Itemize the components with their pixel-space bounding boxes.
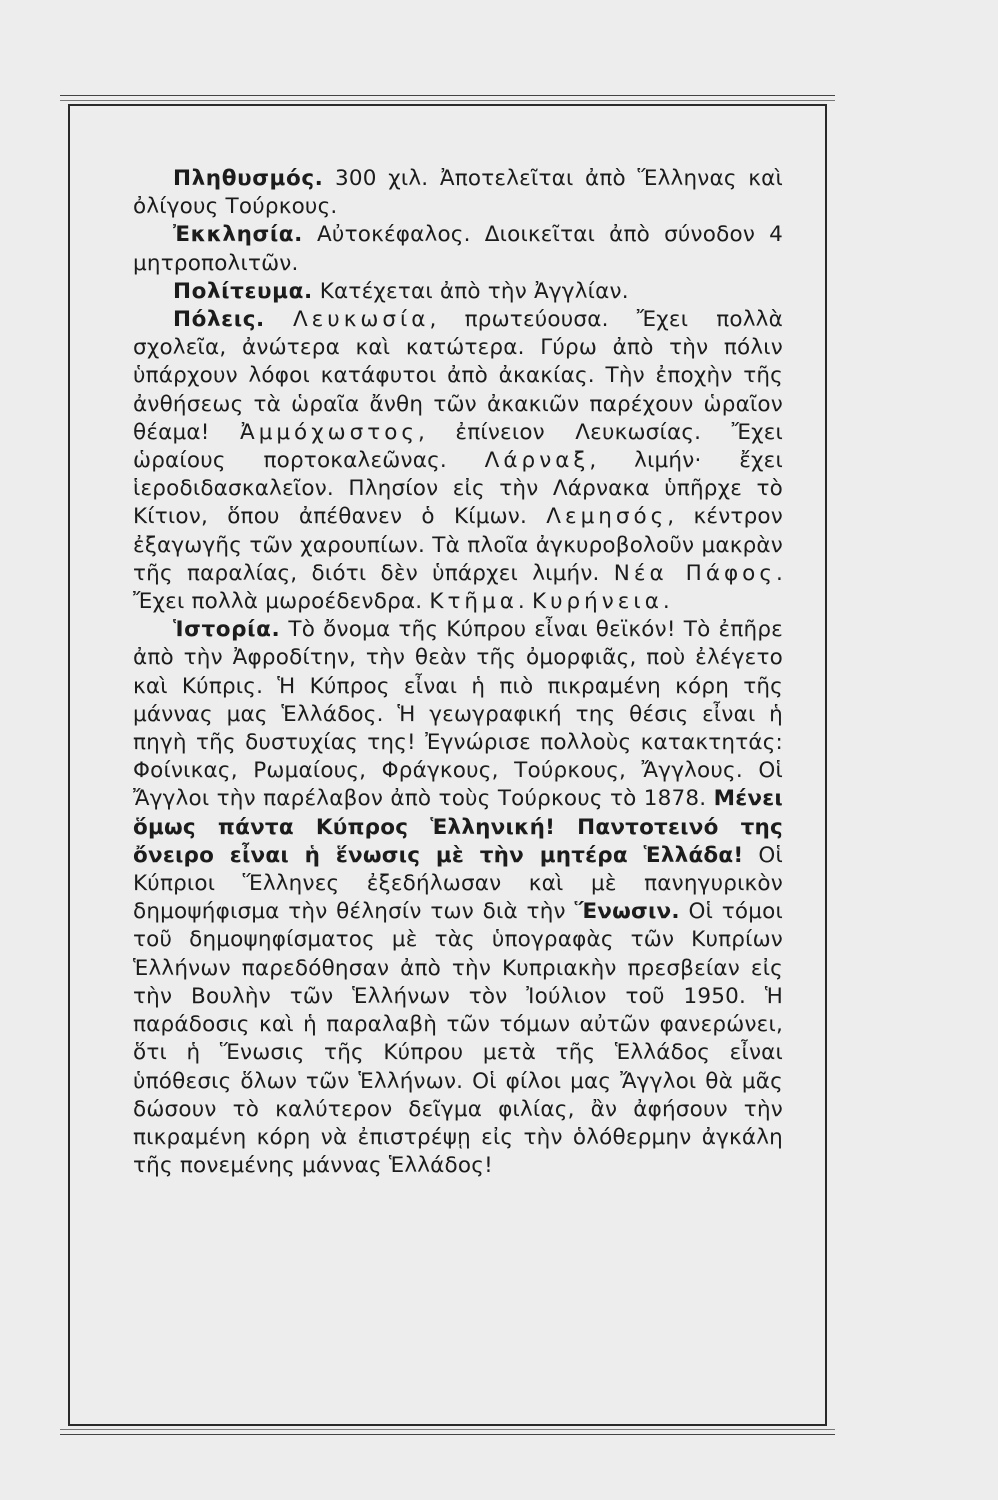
text-government: Κατέχεται ἀπὸ τὴν Ἀγγλίαν. <box>312 278 629 304</box>
text-history-1: Τὸ ὄνομα τῆς Κύπρου εἶναι θεϊκόν! Τὸ ἐπῆρε ἀπὸ τὴν Ἀφροδίτην, τὴν θεὰν τῆς ὀμορφιᾶς, ποὺ ἐλέγετο καὶ Κύπρις. Ἡ Κύπρος εἶναι ἡ πιὸ πικραμένη κόρη τῆς μάννας μας Ἑλλάδος. Ἡ γεωγραφική της θέσις εἶναι ἡ πηγὴ τῆς δυστυχίας της! Ἐγνώρισε πολλοὺς κατακτητάς: Φοίνικας, Ρωμαίους, Φράγκους, Τούρκους, Ἄγγλους. Οἱ Ἄγγλοι τὴν παρέλαβον ἀπὸ τοὺς Τούρκους τὸ 1878. <box>133 617 783 812</box>
paragraph-history <box>133 616 783 1180</box>
city-lefkosia: Λευκωσία <box>292 307 430 333</box>
emphasis-enosis-dream: Μένει ὅμως πάντα Κύπρος Ἑλληνική! Παντοτεινό της ὄνειρο εἶναι ἡ ἕνωσις μὲ τὴν μητέρα Ἑλλάδα! <box>133 786 783 868</box>
paragraph-population <box>133 165 783 221</box>
heading-church: Ἐκκλησία. <box>173 222 303 248</box>
heading-government: Πολίτευμα. <box>173 278 313 304</box>
heading-cities: Πόλεις. <box>173 307 265 333</box>
text-kyrineia: . <box>662 589 670 615</box>
text-history-2: Οἱ Κύπριοι Ἕλληνες ἐξεδήλωσαν καὶ μὲ πανηγυρικὸν δημοψήφισμα τὴν θέλησίν των διὰ τὴν <box>133 842 783 925</box>
heading-history: Ἱστορία. <box>173 617 281 643</box>
text-population: 300 χιλ. Ἀποτελεῖται ἀπὸ Ἕλληνας καὶ ὀλίγους Τούρκους. <box>133 166 783 220</box>
city-nea-pafos: Νέα Πάφος <box>613 560 776 586</box>
heading-population: Πληθυσμός. <box>173 166 324 191</box>
city-lemesos: Λεμησός <box>546 504 668 530</box>
text-nea-pafos: . Ἔχει πολλὰ μωροέδενδρα. <box>133 560 783 615</box>
border-line-top <box>60 100 835 101</box>
city-larnax: Λάρναξ <box>484 448 590 474</box>
body-text <box>133 165 783 1180</box>
text-church: Αὐτοκέφαλος. Διοικεῖται ἀπὸ σύνοδον 4 μητροπολιτῶν. <box>133 222 783 276</box>
city-ktima: Κτῆμα <box>429 589 518 615</box>
emphasis-enosin: Ἕνωσιν. <box>574 899 680 925</box>
text-ammochostos: , ἐπίνειον Λευκωσίας. Ἔχει ὡραίους πορτοκαλεῶνας. <box>133 419 783 474</box>
paragraph-cities <box>133 306 783 616</box>
text-lemesos: , κέντρον ἐξαγωγῆς τῶν χαρουπίων. Τὰ πλοῖα ἀγκυροβολοῦν μακρὰν τῆς παραλίας, διότι δὲν ὑπάρχει λιμήν. <box>133 504 783 586</box>
city-ammochostos: Ἀμμόχωστος <box>239 419 418 445</box>
paragraph-government <box>133 278 783 306</box>
paragraph-church <box>133 221 783 277</box>
text-history-3: Οἱ τόμοι τοῦ δημοψηφίσματος μὲ τὰς ὑπογραφὰς τῶν Κυπρίων Ἑλλήνων παρεδόθησαν ἀπὸ τὴν Κυπριακὴν πρεσβείαν εἰς τὴν Βουλὴν τῶν Ἑλλήνων τὸν Ἰούλιον τοῦ 1950. Ἡ παράδοσις καὶ ἡ παραλαβὴ τῶν τόμων αὐτῶν φανερώνει, ὅτι ἡ Ἕνωσις τῆς Κύπρου μετὰ τῆς Ἑλλάδος εἶναι ὑπόθεσις ὅλων τῶν Ἑλλήνων. Οἱ φίλοι μας Ἄγγλοι θὰ μᾶς δώσουν τὸ καλύτερον δεῖγμα φιλίας, ἂν ἀφήσουν τὴν πικραμένη κόρη νὰ ἐπιστρέψῃ εἰς τὴν ὁλόθερμην ἀγκάλη τῆς πονεμένης μάννας Ἑλλάδος! <box>133 899 783 1179</box>
city-kyrineia: Κυρήνεια <box>531 589 663 615</box>
text-lefkosia: , πρωτεύουσα. Ἔχει πολλὰ σχολεῖα, ἀνώτερα καὶ κατώτερα. Γύρω ἀπὸ τὴν πόλιν ὑπάρχουν λόφοι κατάφυτοι ἀπὸ ἀκακίας. Τὴν ἐποχὴν τῆς ἀνθήσεως τὰ ὡραῖα ἄνθη τῶν ἀκακιῶν παρέχουν ὡραῖον θέαμα! <box>133 307 783 445</box>
text-larnax: , λιμήν· ἔχει ἱεροδιδασκαλεῖον. Πλησίον εἰς τὴν Λάρνακα ὑπῆρχε τὸ Κίτιον, ὅπου ἀπέθανεν ὁ Κίμων. <box>133 448 783 530</box>
border-line-bottom <box>60 1429 835 1430</box>
text-ktima: . <box>517 589 532 615</box>
